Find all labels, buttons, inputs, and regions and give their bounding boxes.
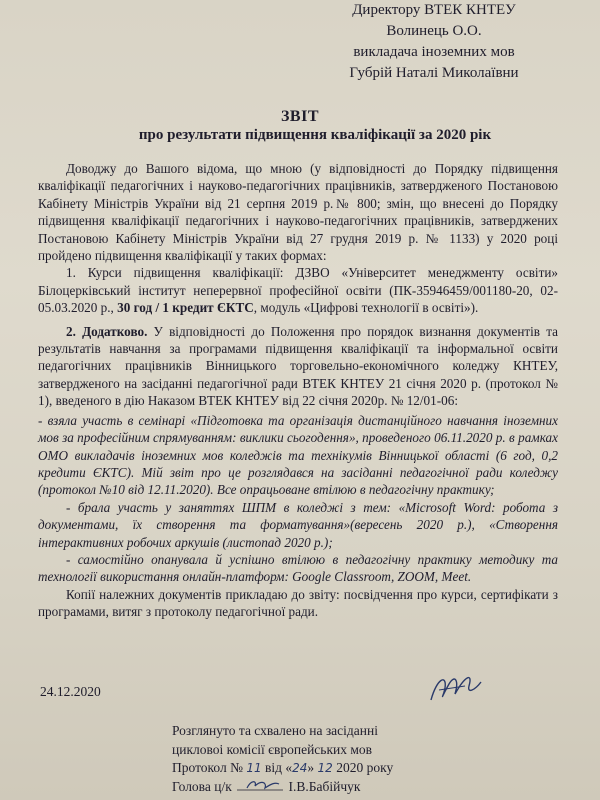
head-signature	[235, 778, 285, 794]
protocol-month: 12	[317, 761, 333, 776]
bullet-item: - брала участь у заняттях ШПМ в коледжі з тем: «Microsoft Word: робота з документами, їх створення та форматування»(вересень 2020 р.), «Створення інтерактивних робочих аркушів (листопад 2020 р.);	[38, 499, 558, 550]
report-date: 24.12.2020	[40, 684, 101, 699]
addressee-block	[304, 0, 564, 84]
item-2-paragraph: 2. Додатково. У відповідності до Положення про порядок визнання документів та результатів навчання за програмами підвищення кваліфікації та інформальної освіти педагогічних працівників Вінницького торговельно-економічного коледжу КНТЕУ, затвердженого на засіданні педагогічної ради ВТЕК КНТЕУ 21 січня 2020 р. (протокол № 1), введеного в дію Наказом ВТЕК КНТЕУ від 22 січня 2020р. № 12/01-06:	[38, 323, 558, 409]
author-signature	[425, 670, 485, 710]
addressee-line: викладача іноземних мов	[353, 44, 515, 60]
item-2-label: 2. Додатково.	[66, 323, 148, 339]
bullet-item: - самостійно опанувала й успішно втілюю в педагогічну практику методику та технології використання онлайн-платформ: Google Classroom, ZOOM, Meet.	[38, 551, 558, 585]
protocol-day: 24	[292, 761, 308, 776]
item-1-paragraph: 1. Курси підвищення кваліфікації: ДЗВО «Університет менеджменту освіти» Білоцерківський інститут неперервної професійної освіти (ПК-35946459/001180-20, 02-05.03.2020 р., 30 год / 1 кредит ЄКТС, модуль «Цифрові технології в освіті»).	[38, 265, 558, 316]
addressee-line: Губрій Наталі Миколаївни	[349, 65, 519, 81]
document-body	[38, 160, 558, 621]
intro-paragraph: Доводжу до Вашого відома, що мною (у відповідності до Порядку підвищення кваліфікації педагогічних і науково-педагогічних працівників, затвердженого Постановою Кабінету Міністрів України від 21 серпня 2019 р.№ 800; змін, що внесені до Порядку підвищення кваліфікації педагогічних і науково-педагогічних працівників, затверджених Постановою Кабінету Міністрів України від 27 грудня 2019 р. № 1133) у 2020 році пройдено підвищення кваліфікації у таких формах:	[38, 161, 558, 264]
approval-block	[172, 722, 393, 796]
addressee-line: Волинець О.О.	[386, 23, 482, 39]
approval-line: Розглянуто та схвалено на засіданні	[172, 723, 378, 738]
document-title: ЗВІТ	[280, 108, 319, 125]
head-line: Голова ц/к І.В.Бабійчук	[172, 778, 361, 794]
approval-line: цикловоі комісії європейських мов	[172, 741, 373, 757]
document-subtitle: про результати підвищення кваліфікації за 2020 рік	[138, 127, 492, 143]
addressee-line: Директору ВТЕК КНТЕУ	[352, 2, 516, 18]
bullet-item: - взяла участь в семінарі «Підготовка та організація дистанційного навчання іноземних мов за професійним спрямуванням: виклики сьогодення», проведеного 06.11.2020 р. в рамках ОМО викладачів іноземних мов коледжів та технікумів Вінницької області (6 год, 0,2 кредити ЄКТС). Мій звіт про це розглядався на засіданні педагогічної ради коледжу (протокол №10 від 12.11.2020). Все опрацьоване втілюю в педагогічну практику;	[38, 412, 558, 498]
closing-paragraph: Копії належних документів прикладаю до звіту: посвідчення про курси, сертифікати з програмами, витяг з протоколу педагогічної ради.	[38, 586, 558, 620]
protocol-number: 11	[246, 761, 262, 776]
credit-highlight: 30 год / 1 кредит ЄКТС	[117, 300, 254, 316]
protocol-line: Протокол № 11 від «24» 12 2020 року	[172, 760, 394, 776]
